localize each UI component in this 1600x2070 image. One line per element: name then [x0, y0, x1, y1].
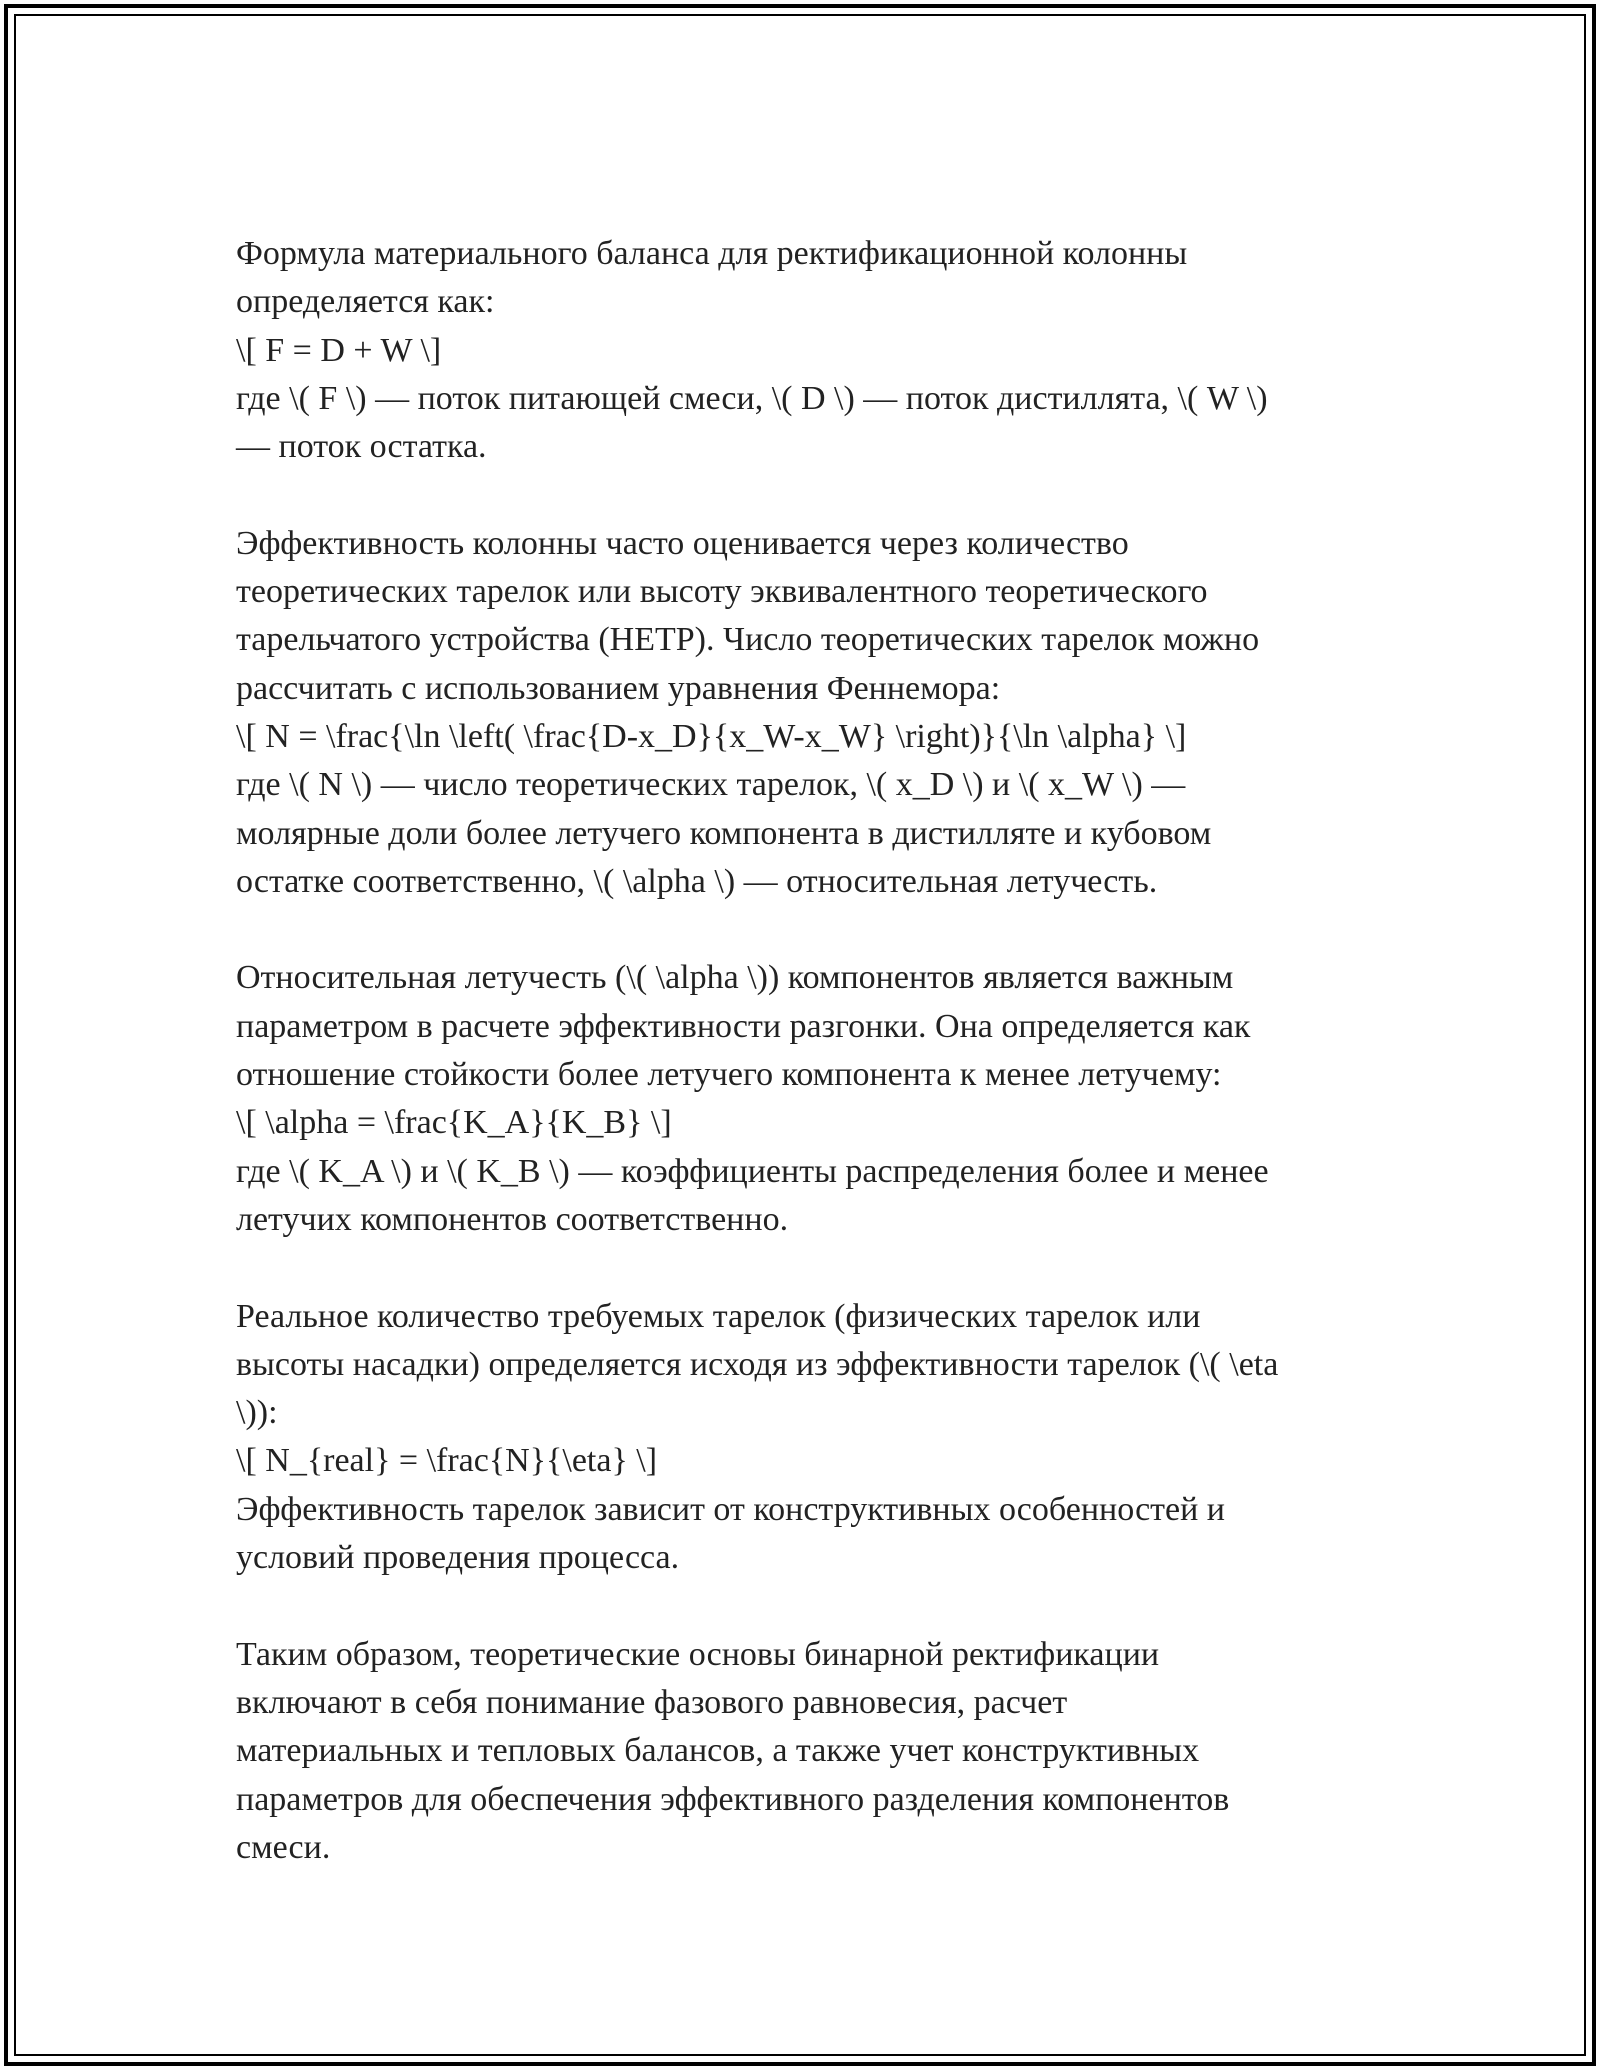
paragraph-column-efficiency [236, 520, 1376, 906]
text-line: условий проведения процесса. [236, 1539, 680, 1577]
paragraph-material-balance [236, 230, 1376, 471]
formula-line: \[ F = D + W \] [236, 331, 442, 369]
text-line: Реальное количество требуемых тарелок (физических тарелок или [236, 1297, 1201, 1335]
text-line: где \( F \) — поток питающей смеси, \( D \) — поток дистиллята, \( W \) [236, 379, 1268, 417]
text-line: материальных и тепловых балансов, а также учет конструктивных [236, 1732, 1200, 1770]
text-line: высоты насадки) определяется исходя из эффективности тарелок (\( \eta [236, 1345, 1279, 1383]
text-line: молярные доли более летучего компонента в дистилляте и кубовом [236, 814, 1212, 852]
text-line: смеси. [236, 1828, 331, 1866]
text-line: параметром в расчете эффективности разгонки. Она определяется как [236, 1007, 1251, 1045]
formula-line: \[ N = \frac{\ln \left( \frac{D-x_D}{x_W-x_W} \right)}{\ln \alpha} \] [236, 717, 1187, 755]
paragraph-real-plates [236, 1293, 1376, 1583]
text-line: рассчитать с использованием уравнения Феннемора: [236, 669, 1001, 707]
text-line: остатке соответственно, \( \alpha \) — относительная летучесть. [236, 862, 1158, 900]
paragraph-conclusion [236, 1631, 1376, 1872]
text-line: — поток остатка. [236, 428, 487, 466]
document-body [236, 230, 1376, 1920]
text-line: теоретических тарелок или высоту эквивалентного теоретического [236, 573, 1208, 611]
text-line: Таким образом, теоретические основы бинарной ректификации [236, 1635, 1160, 1673]
text-line: Формула материального баланса для ректификационной колонны [236, 235, 1188, 272]
text-line: включают в себя понимание фазового равновесия, расчет [236, 1683, 1068, 1721]
text-line: где \( N \) — число теоретических тарелок, \( x_D \) и \( x_W \) — [236, 766, 1186, 804]
text-line: Эффективность колонны часто оценивается через количество [236, 524, 1129, 562]
text-line: \)): [236, 1394, 278, 1432]
text-line: отношение стойкости более летучего компонента к менее летучему: [236, 1056, 1222, 1094]
text-line: Эффективность тарелок зависит от конструктивных особенностей и [236, 1490, 1226, 1528]
formula-line: \[ N_{real} = \frac{N}{\eta} \] [236, 1442, 658, 1480]
text-line: где \( K_A \) и \( K_B \) — коэффициенты распределения более и менее [236, 1152, 1269, 1190]
text-line: тарельчатого устройства (HETP). Число теоретических тарелок можно [236, 621, 1260, 659]
formula-line: \[ \alpha = \frac{K_A}{K_B} \] [236, 1104, 672, 1142]
text-line: летучих компонентов соответственно. [236, 1200, 789, 1238]
text-line: определяется как: [236, 283, 495, 321]
paragraph-relative-volatility [236, 954, 1376, 1244]
text-line: параметров для обеспечения эффективного разделения компонентов [236, 1780, 1230, 1818]
text-line: Относительная летучесть (\( \alpha \)) компонентов является важным [236, 959, 1234, 997]
